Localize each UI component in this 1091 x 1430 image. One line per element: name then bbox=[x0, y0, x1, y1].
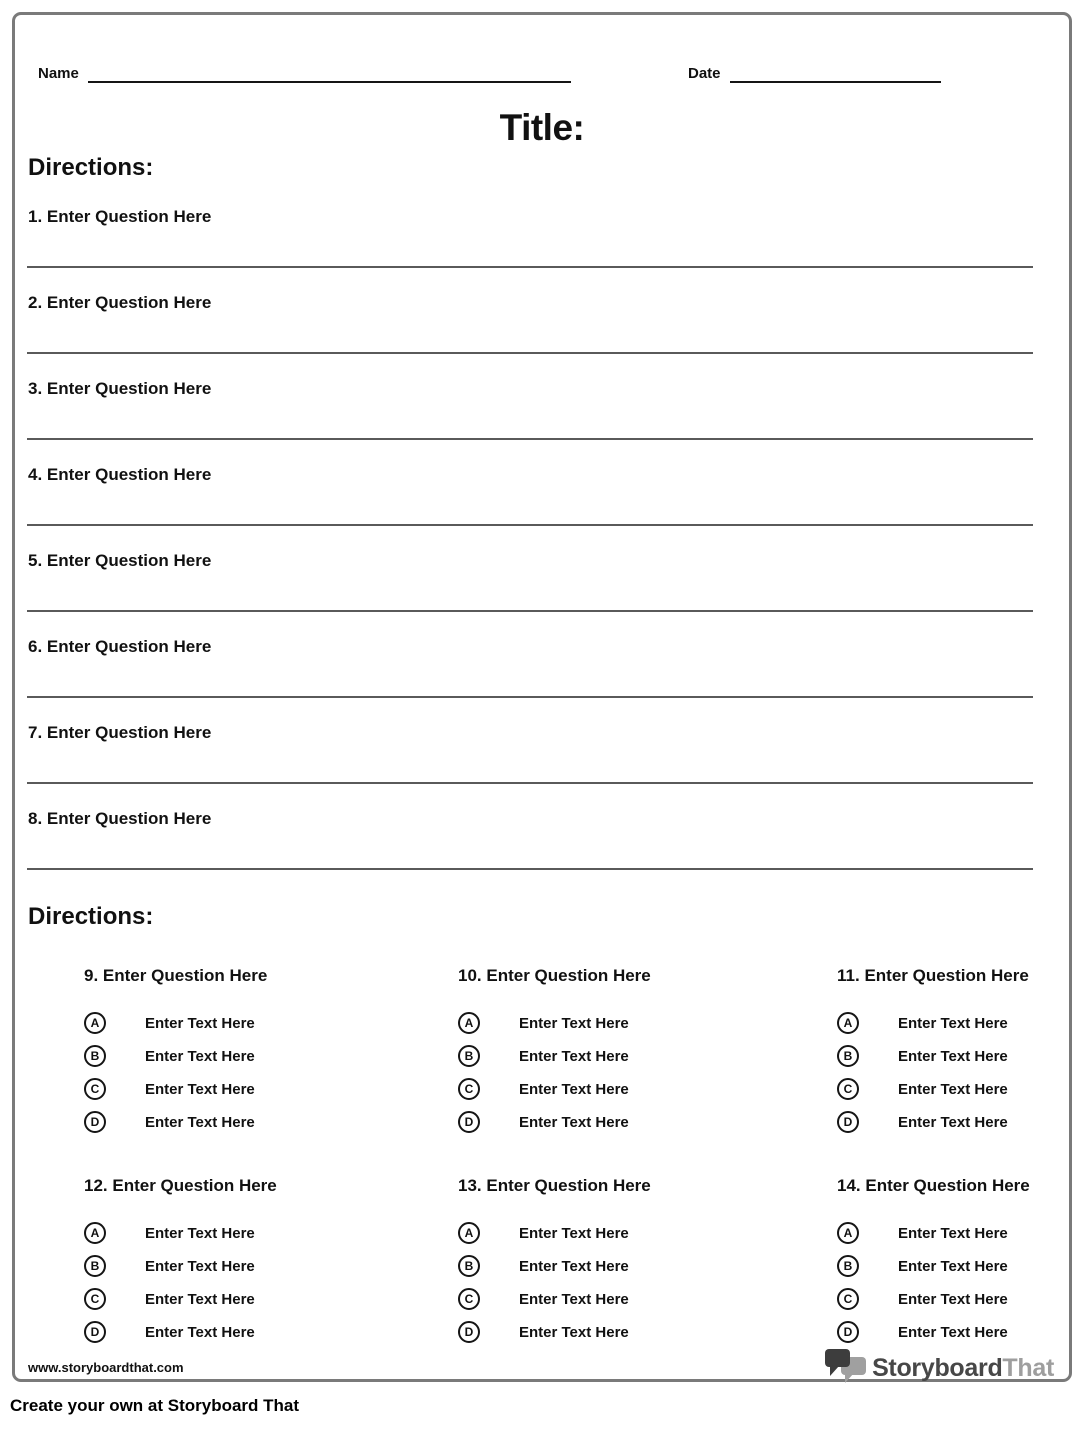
question-placeholder: Enter Question Here bbox=[102, 966, 268, 985]
answer-line bbox=[27, 610, 1033, 612]
choice-letter-badge bbox=[837, 1255, 859, 1277]
choice-row-c bbox=[458, 1077, 837, 1101]
worksheet-page bbox=[12, 12, 1072, 1382]
choice-letter-badge bbox=[837, 1012, 859, 1034]
choice-letter-badge bbox=[458, 1321, 480, 1343]
question-text bbox=[27, 550, 1033, 571]
choice-letter: B bbox=[464, 1259, 474, 1273]
question-placeholder: Enter Question Here bbox=[486, 1176, 651, 1195]
choice-letter-badge bbox=[458, 1288, 480, 1310]
question-text bbox=[27, 464, 1033, 485]
mc-question-14 bbox=[837, 1176, 1075, 1353]
question-placeholder: Enter Question Here bbox=[46, 551, 212, 570]
question-number: 7. bbox=[28, 723, 43, 742]
choice-text: Enter Text Here bbox=[898, 1257, 1008, 1275]
choice-row-b bbox=[837, 1254, 1075, 1278]
mc-grid-row-2 bbox=[84, 1176, 1075, 1353]
choice-letter: D bbox=[90, 1325, 100, 1339]
mc-question-title bbox=[837, 966, 1075, 988]
choice-letter-badge bbox=[458, 1078, 480, 1100]
choice-letter-badge bbox=[84, 1045, 106, 1067]
question-number: 2. bbox=[28, 293, 43, 312]
question-placeholder: Enter Question Here bbox=[46, 723, 212, 742]
open-question-5 bbox=[27, 550, 1033, 636]
name-label: Name bbox=[38, 65, 79, 82]
date-label: Date bbox=[688, 65, 721, 82]
question-text bbox=[27, 206, 1033, 227]
date-field bbox=[688, 65, 941, 83]
choice-letter-badge bbox=[458, 1012, 480, 1034]
choice-text: Enter Text Here bbox=[145, 1224, 255, 1242]
mc-question-title bbox=[458, 1176, 837, 1198]
choice-text: Enter Text Here bbox=[519, 1113, 629, 1131]
question-text bbox=[27, 636, 1033, 657]
choice-letter: B bbox=[843, 1259, 853, 1273]
question-number: 9. bbox=[84, 966, 99, 985]
choice-text: Enter Text Here bbox=[145, 1080, 255, 1098]
mc-question-title bbox=[458, 966, 837, 988]
choice-row-c bbox=[84, 1077, 458, 1101]
choice-text: Enter Text Here bbox=[898, 1113, 1008, 1131]
answer-line bbox=[27, 438, 1033, 440]
question-text bbox=[27, 292, 1033, 313]
answer-line bbox=[27, 868, 1033, 870]
choice-letter-badge bbox=[837, 1078, 859, 1100]
directions-heading-2: Directions: bbox=[28, 903, 154, 930]
mc-question-9 bbox=[84, 966, 458, 1143]
choice-text: Enter Text Here bbox=[898, 1080, 1008, 1098]
logo-text bbox=[872, 1354, 1054, 1383]
choice-text: Enter Text Here bbox=[898, 1323, 1008, 1341]
question-placeholder: Enter Question Here bbox=[112, 1176, 277, 1195]
open-questions-list bbox=[27, 206, 1033, 894]
question-placeholder: Enter Question Here bbox=[46, 809, 212, 828]
choice-letter: B bbox=[843, 1049, 853, 1063]
question-placeholder: Enter Question Here bbox=[46, 465, 212, 484]
choice-letter: A bbox=[464, 1016, 474, 1030]
storyboardthat-logo[interactable] bbox=[824, 1348, 1054, 1388]
choice-row-c bbox=[458, 1287, 837, 1311]
answer-line bbox=[27, 782, 1033, 784]
question-number: 5. bbox=[28, 551, 43, 570]
choice-row-d bbox=[84, 1110, 458, 1134]
mc-question-10 bbox=[458, 966, 837, 1143]
question-number: 8. bbox=[28, 809, 43, 828]
choice-text: Enter Text Here bbox=[519, 1014, 629, 1032]
directions-heading-1: Directions: bbox=[28, 154, 154, 181]
answer-line bbox=[27, 266, 1033, 268]
choice-row-b bbox=[84, 1044, 458, 1068]
question-placeholder: Enter Question Here bbox=[46, 379, 212, 398]
open-question-6 bbox=[27, 636, 1033, 722]
website-link[interactable]: www.storyboardthat.com bbox=[28, 1360, 184, 1375]
choice-text: Enter Text Here bbox=[898, 1224, 1008, 1242]
open-question-8 bbox=[27, 808, 1033, 894]
answer-line bbox=[27, 696, 1033, 698]
choice-text: Enter Text Here bbox=[519, 1290, 629, 1308]
open-question-4 bbox=[27, 464, 1033, 550]
question-text bbox=[27, 378, 1033, 399]
choice-row-b bbox=[84, 1254, 458, 1278]
question-number: 11. bbox=[837, 966, 860, 985]
choice-row-a bbox=[84, 1221, 458, 1245]
question-text bbox=[27, 722, 1033, 743]
create-your-own-link[interactable]: Create your own at Storyboard That bbox=[10, 1396, 300, 1415]
choice-letter: C bbox=[843, 1292, 853, 1306]
choice-text: Enter Text Here bbox=[145, 1047, 255, 1065]
choice-letter: A bbox=[843, 1226, 853, 1240]
choice-letter-badge bbox=[837, 1111, 859, 1133]
page-title: Title: bbox=[499, 107, 585, 148]
choice-letter-badge bbox=[458, 1222, 480, 1244]
logo-text-that: That bbox=[1002, 1353, 1054, 1382]
choice-text: Enter Text Here bbox=[145, 1323, 255, 1341]
choice-letter-badge bbox=[837, 1288, 859, 1310]
choice-letter-badge bbox=[84, 1012, 106, 1034]
choice-letter: D bbox=[843, 1115, 853, 1129]
question-number: 14. bbox=[837, 1176, 861, 1195]
choice-letter-badge bbox=[84, 1288, 106, 1310]
speech-bubbles-icon bbox=[824, 1348, 868, 1388]
choice-letter-badge bbox=[84, 1078, 106, 1100]
question-placeholder: Enter Question Here bbox=[46, 207, 212, 226]
choice-letter-badge bbox=[84, 1111, 106, 1133]
choice-letter: C bbox=[464, 1082, 474, 1096]
date-input-line bbox=[730, 65, 941, 83]
choice-letter: A bbox=[90, 1016, 100, 1030]
mc-grid-row-1 bbox=[84, 966, 1075, 1143]
mc-question-title bbox=[837, 1176, 1075, 1198]
question-number: 4. bbox=[28, 465, 43, 484]
question-number: 3. bbox=[28, 379, 43, 398]
question-number: 13. bbox=[458, 1176, 482, 1195]
choice-letter-badge bbox=[837, 1321, 859, 1343]
choice-letter-badge bbox=[458, 1255, 480, 1277]
choice-letter: B bbox=[90, 1259, 100, 1273]
choice-row-c bbox=[84, 1287, 458, 1311]
choice-text: Enter Text Here bbox=[145, 1014, 255, 1032]
choice-letter: D bbox=[843, 1325, 853, 1339]
question-placeholder: Enter Question Here bbox=[486, 966, 651, 985]
choice-row-a bbox=[458, 1011, 837, 1035]
choice-letter: A bbox=[90, 1226, 100, 1240]
question-placeholder: Enter Question Here bbox=[865, 1176, 1030, 1195]
open-question-2 bbox=[27, 292, 1033, 378]
choice-row-b bbox=[458, 1044, 837, 1068]
choice-row-a bbox=[84, 1011, 458, 1035]
choice-letter-badge bbox=[84, 1321, 106, 1343]
choice-text: Enter Text Here bbox=[519, 1047, 629, 1065]
question-placeholder: Enter Question Here bbox=[46, 293, 212, 312]
choice-row-a bbox=[837, 1221, 1075, 1245]
question-number: 10. bbox=[458, 966, 482, 985]
choice-letter-badge bbox=[458, 1111, 480, 1133]
open-question-1 bbox=[27, 206, 1033, 292]
question-placeholder: Enter Question Here bbox=[46, 637, 212, 656]
choice-letter: B bbox=[90, 1049, 100, 1063]
mc-question-12 bbox=[84, 1176, 458, 1353]
question-text bbox=[27, 808, 1033, 829]
choice-letter: D bbox=[90, 1115, 100, 1129]
choice-letter: C bbox=[90, 1292, 100, 1306]
choice-letter: A bbox=[843, 1016, 853, 1030]
mc-question-11 bbox=[837, 966, 1075, 1143]
choice-row-c bbox=[837, 1287, 1075, 1311]
choice-text: Enter Text Here bbox=[898, 1047, 1008, 1065]
question-number: 6. bbox=[28, 637, 43, 656]
choice-letter: C bbox=[464, 1292, 474, 1306]
choice-letter: D bbox=[464, 1115, 474, 1129]
choice-text: Enter Text Here bbox=[898, 1290, 1008, 1308]
choice-text: Enter Text Here bbox=[898, 1014, 1008, 1032]
logo-text-storyboard: Storyboard bbox=[872, 1353, 1003, 1382]
choice-row-c bbox=[837, 1077, 1075, 1101]
choice-letter: C bbox=[843, 1082, 853, 1096]
choice-text: Enter Text Here bbox=[519, 1323, 629, 1341]
choice-row-a bbox=[458, 1221, 837, 1245]
choice-row-d bbox=[458, 1110, 837, 1134]
answer-line bbox=[27, 524, 1033, 526]
choice-letter: D bbox=[464, 1325, 474, 1339]
choice-row-b bbox=[837, 1044, 1075, 1068]
choice-letter: B bbox=[464, 1049, 474, 1063]
choice-text: Enter Text Here bbox=[145, 1113, 255, 1131]
open-question-3 bbox=[27, 378, 1033, 464]
mc-question-13 bbox=[458, 1176, 837, 1353]
choice-letter: A bbox=[464, 1226, 474, 1240]
open-question-7 bbox=[27, 722, 1033, 808]
question-number: 12. bbox=[84, 1176, 108, 1195]
choice-letter-badge bbox=[84, 1222, 106, 1244]
mc-question-title bbox=[84, 966, 458, 988]
name-input-line bbox=[88, 65, 571, 83]
choice-letter-badge bbox=[458, 1045, 480, 1067]
choice-text: Enter Text Here bbox=[519, 1080, 629, 1098]
question-placeholder: Enter Question Here bbox=[864, 966, 1029, 985]
choice-row-d bbox=[458, 1320, 837, 1344]
choice-letter-badge bbox=[837, 1222, 859, 1244]
choice-letter-badge bbox=[837, 1045, 859, 1067]
choice-text: Enter Text Here bbox=[519, 1224, 629, 1242]
name-field bbox=[38, 65, 571, 83]
choice-letter: C bbox=[90, 1082, 100, 1096]
choice-row-b bbox=[458, 1254, 837, 1278]
choice-text: Enter Text Here bbox=[145, 1290, 255, 1308]
answer-line bbox=[27, 352, 1033, 354]
choice-row-a bbox=[837, 1011, 1075, 1035]
choice-letter-badge bbox=[84, 1255, 106, 1277]
choice-text: Enter Text Here bbox=[519, 1257, 629, 1275]
choice-row-d bbox=[837, 1110, 1075, 1134]
choice-row-d bbox=[837, 1320, 1075, 1344]
mc-question-title bbox=[84, 1176, 458, 1198]
choice-row-d bbox=[84, 1320, 458, 1344]
choice-text: Enter Text Here bbox=[145, 1257, 255, 1275]
question-number: 1. bbox=[28, 207, 43, 226]
